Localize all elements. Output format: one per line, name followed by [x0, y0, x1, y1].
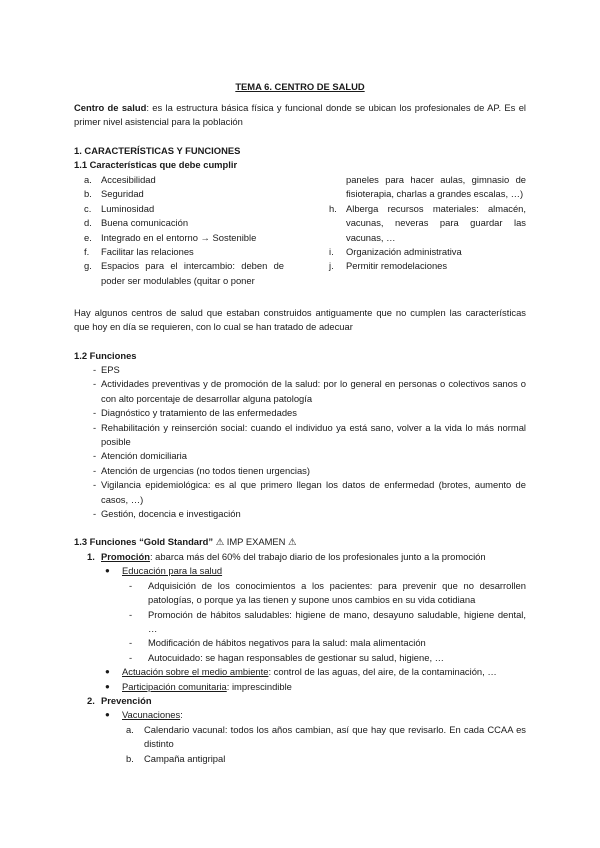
list-marker: b.	[126, 752, 134, 764]
list-marker: a.	[126, 723, 134, 735]
sub13-heading: 1.3 Funciones “Gold Standard”	[74, 536, 214, 547]
env-label: Actuación sobre el medio ambiente	[122, 666, 269, 678]
list-item	[329, 245, 526, 259]
bullet-icon: ●	[105, 681, 110, 691]
list-text: Alberga recursos materiales: almacén, vacunas, neveras para guardar las vacunas, …	[346, 202, 526, 243]
list-text: Autocuidado: se hagan responsables de gestionar su salud, higiene, …	[148, 651, 445, 663]
list-text: Diagnóstico y tratamiento de las enfermedades	[101, 407, 297, 419]
list-item	[74, 665, 526, 679]
list-text: Atención de urgencias (no todos tienen urgencias)	[101, 464, 310, 476]
list-text: Modificación de hábitos negativos para la salud: mala alimentación	[148, 637, 426, 649]
list-marker: g.	[84, 260, 92, 272]
vacc-label: Vacunaciones	[122, 709, 181, 721]
sub12-heading: 1.2 Funciones	[74, 350, 137, 361]
list-dash: -	[129, 637, 133, 649]
list-dash: -	[93, 407, 97, 419]
list-item	[329, 259, 526, 273]
section1-heading: 1. CARACTERÍSTICAS Y FUNCIONES	[74, 145, 241, 156]
list-dash: -	[93, 364, 97, 375]
list-text: Rehabilitación y reinserción social: cuando el individuo ya está sano, volver a la vida lo más normal posible	[101, 421, 526, 448]
list-item	[74, 478, 526, 507]
list-item	[74, 449, 526, 463]
list-text: Calendario vacunal: todos los años cambian, así que hay que revisarlo. En cada CCAA es distinto	[144, 723, 526, 750]
list-text: Luminosidad	[101, 202, 155, 214]
list-text: Accesibilidad	[101, 174, 156, 185]
list-text: Buena comunicación	[101, 217, 189, 229]
item2-term: Prevención	[101, 695, 152, 707]
list-marker: f.	[84, 245, 90, 257]
list-item	[74, 464, 526, 478]
gold-standard-list	[74, 550, 526, 766]
list-text: Integrado en el entorno → Sostenible	[101, 231, 257, 243]
bullet-icon: ●	[105, 566, 110, 576]
list-marker: d.	[84, 217, 92, 229]
list-marker: 1.	[87, 551, 95, 562]
list-text: Gestión, docencia e investigación	[101, 508, 241, 520]
list-item	[84, 245, 284, 259]
list-item	[84, 259, 284, 288]
list-dash: -	[93, 508, 97, 520]
list-text: Atención domiciliaria	[101, 450, 187, 462]
list-marker: i.	[329, 246, 334, 258]
list-marker: e.	[84, 231, 92, 243]
env-text: : control de las aguas, del aire, de la contaminación, …	[268, 666, 497, 678]
document-title: TEMA 6. CENTRO DE SALUD	[235, 81, 365, 92]
list-marker: b.	[84, 188, 92, 200]
list-item	[84, 202, 284, 216]
list-item	[74, 680, 526, 694]
intro-term: Centro de salud	[74, 102, 147, 113]
intro-text: : es la estructura básica física y funcional donde se ubican los profesionales de AP. Es el primer nivel asistencial para la población	[74, 102, 526, 128]
list-item	[74, 507, 526, 521]
intro-paragraph	[74, 101, 526, 130]
list-text: EPS	[101, 364, 120, 375]
list-text: Organización administrativa	[346, 246, 462, 258]
sub13-heading-row	[74, 535, 526, 549]
bullet-icon: ●	[105, 667, 110, 677]
list-item	[74, 579, 526, 608]
bullet-icon: ●	[105, 710, 110, 720]
list-item	[74, 708, 526, 722]
list-text: Promoción de hábitos saludables: higiene de mano, desayuno saludable, higiene dental, …	[148, 608, 526, 635]
list-marker: j.	[329, 260, 334, 272]
list-text: Facilitar las relaciones	[101, 245, 194, 257]
list-item	[74, 406, 526, 420]
list-dash: -	[129, 651, 133, 663]
list-dash: -	[93, 450, 97, 462]
list-text: Vigilancia epidemiológica: es al que primero llegan los datos de enfermedad (brotes, aumento de casos, …)	[101, 479, 526, 505]
list-dash: -	[129, 579, 133, 591]
item1-text: : abarca más del 60% del trabajo diario de los profesionales junto a la promoción	[149, 551, 486, 562]
functions-list	[74, 363, 526, 521]
list-text: Actividades preventivas y de promoción de la salud: por lo general en personas o colectivos sanos o con alto porcentaje de desarrollar alguna patología	[101, 378, 526, 404]
list-item	[74, 636, 526, 650]
list-text: Adquisición de los conocimientos a los pacientes: para prevenir que no desarrollen patologías, o porque ya las tienen y supone unos cambios en su vida cotidiana	[148, 579, 526, 606]
list-item	[329, 202, 526, 245]
list-continuation: paneles para hacer aulas, gimnasio de fisioterapia, charlas a grandes escalas, …)	[346, 174, 526, 200]
vacc-colon: :	[180, 709, 183, 721]
list-marker: c.	[84, 202, 92, 214]
list-marker: 2.	[87, 695, 95, 707]
list-item	[74, 363, 526, 377]
list-item	[84, 216, 284, 230]
list-item	[74, 694, 526, 708]
list-item	[74, 608, 526, 637]
list-item	[74, 723, 526, 752]
list-dash: -	[93, 421, 97, 433]
list-dash: -	[129, 608, 133, 620]
list-item	[74, 421, 526, 450]
list-text: Permitir remodelaciones	[346, 260, 448, 272]
list-item	[84, 173, 284, 187]
exam-flag: ⚠ IMP EXAMEN ⚠	[215, 536, 297, 547]
list-text: Espacios para el intercambio: deben de poder ser modulables (quitar o poner	[101, 260, 284, 286]
list-text: Campaña antigripal	[144, 752, 226, 764]
list-marker: a.	[84, 174, 92, 185]
community-text: : imprescindible	[226, 680, 292, 692]
list-item	[74, 377, 526, 406]
list-item	[84, 187, 284, 201]
list-dash: -	[93, 378, 97, 390]
item1-term: Promoción	[101, 551, 150, 562]
list-item	[74, 651, 526, 665]
centers-note: Hay algunos centros de salud que estaban construidos antiguamente que no cumplen las características que hoy en día se requieren, con lo cual se han tratado de adecuar	[74, 307, 526, 333]
characteristics-left-column	[84, 173, 284, 288]
list-item	[74, 564, 526, 578]
list-dash: -	[93, 464, 97, 476]
sub11-heading: 1.1 Características que debe cumplir	[74, 159, 238, 170]
health-ed-label: Educación para la salud	[122, 565, 223, 577]
list-text: Seguridad	[101, 188, 144, 200]
community-label: Participación comunitaria	[122, 680, 227, 692]
list-item	[84, 231, 284, 245]
list-dash: -	[93, 479, 97, 491]
list-marker: h.	[329, 202, 337, 214]
characteristics-right-column	[329, 173, 526, 274]
list-item	[74, 752, 526, 766]
list-item	[74, 550, 526, 564]
